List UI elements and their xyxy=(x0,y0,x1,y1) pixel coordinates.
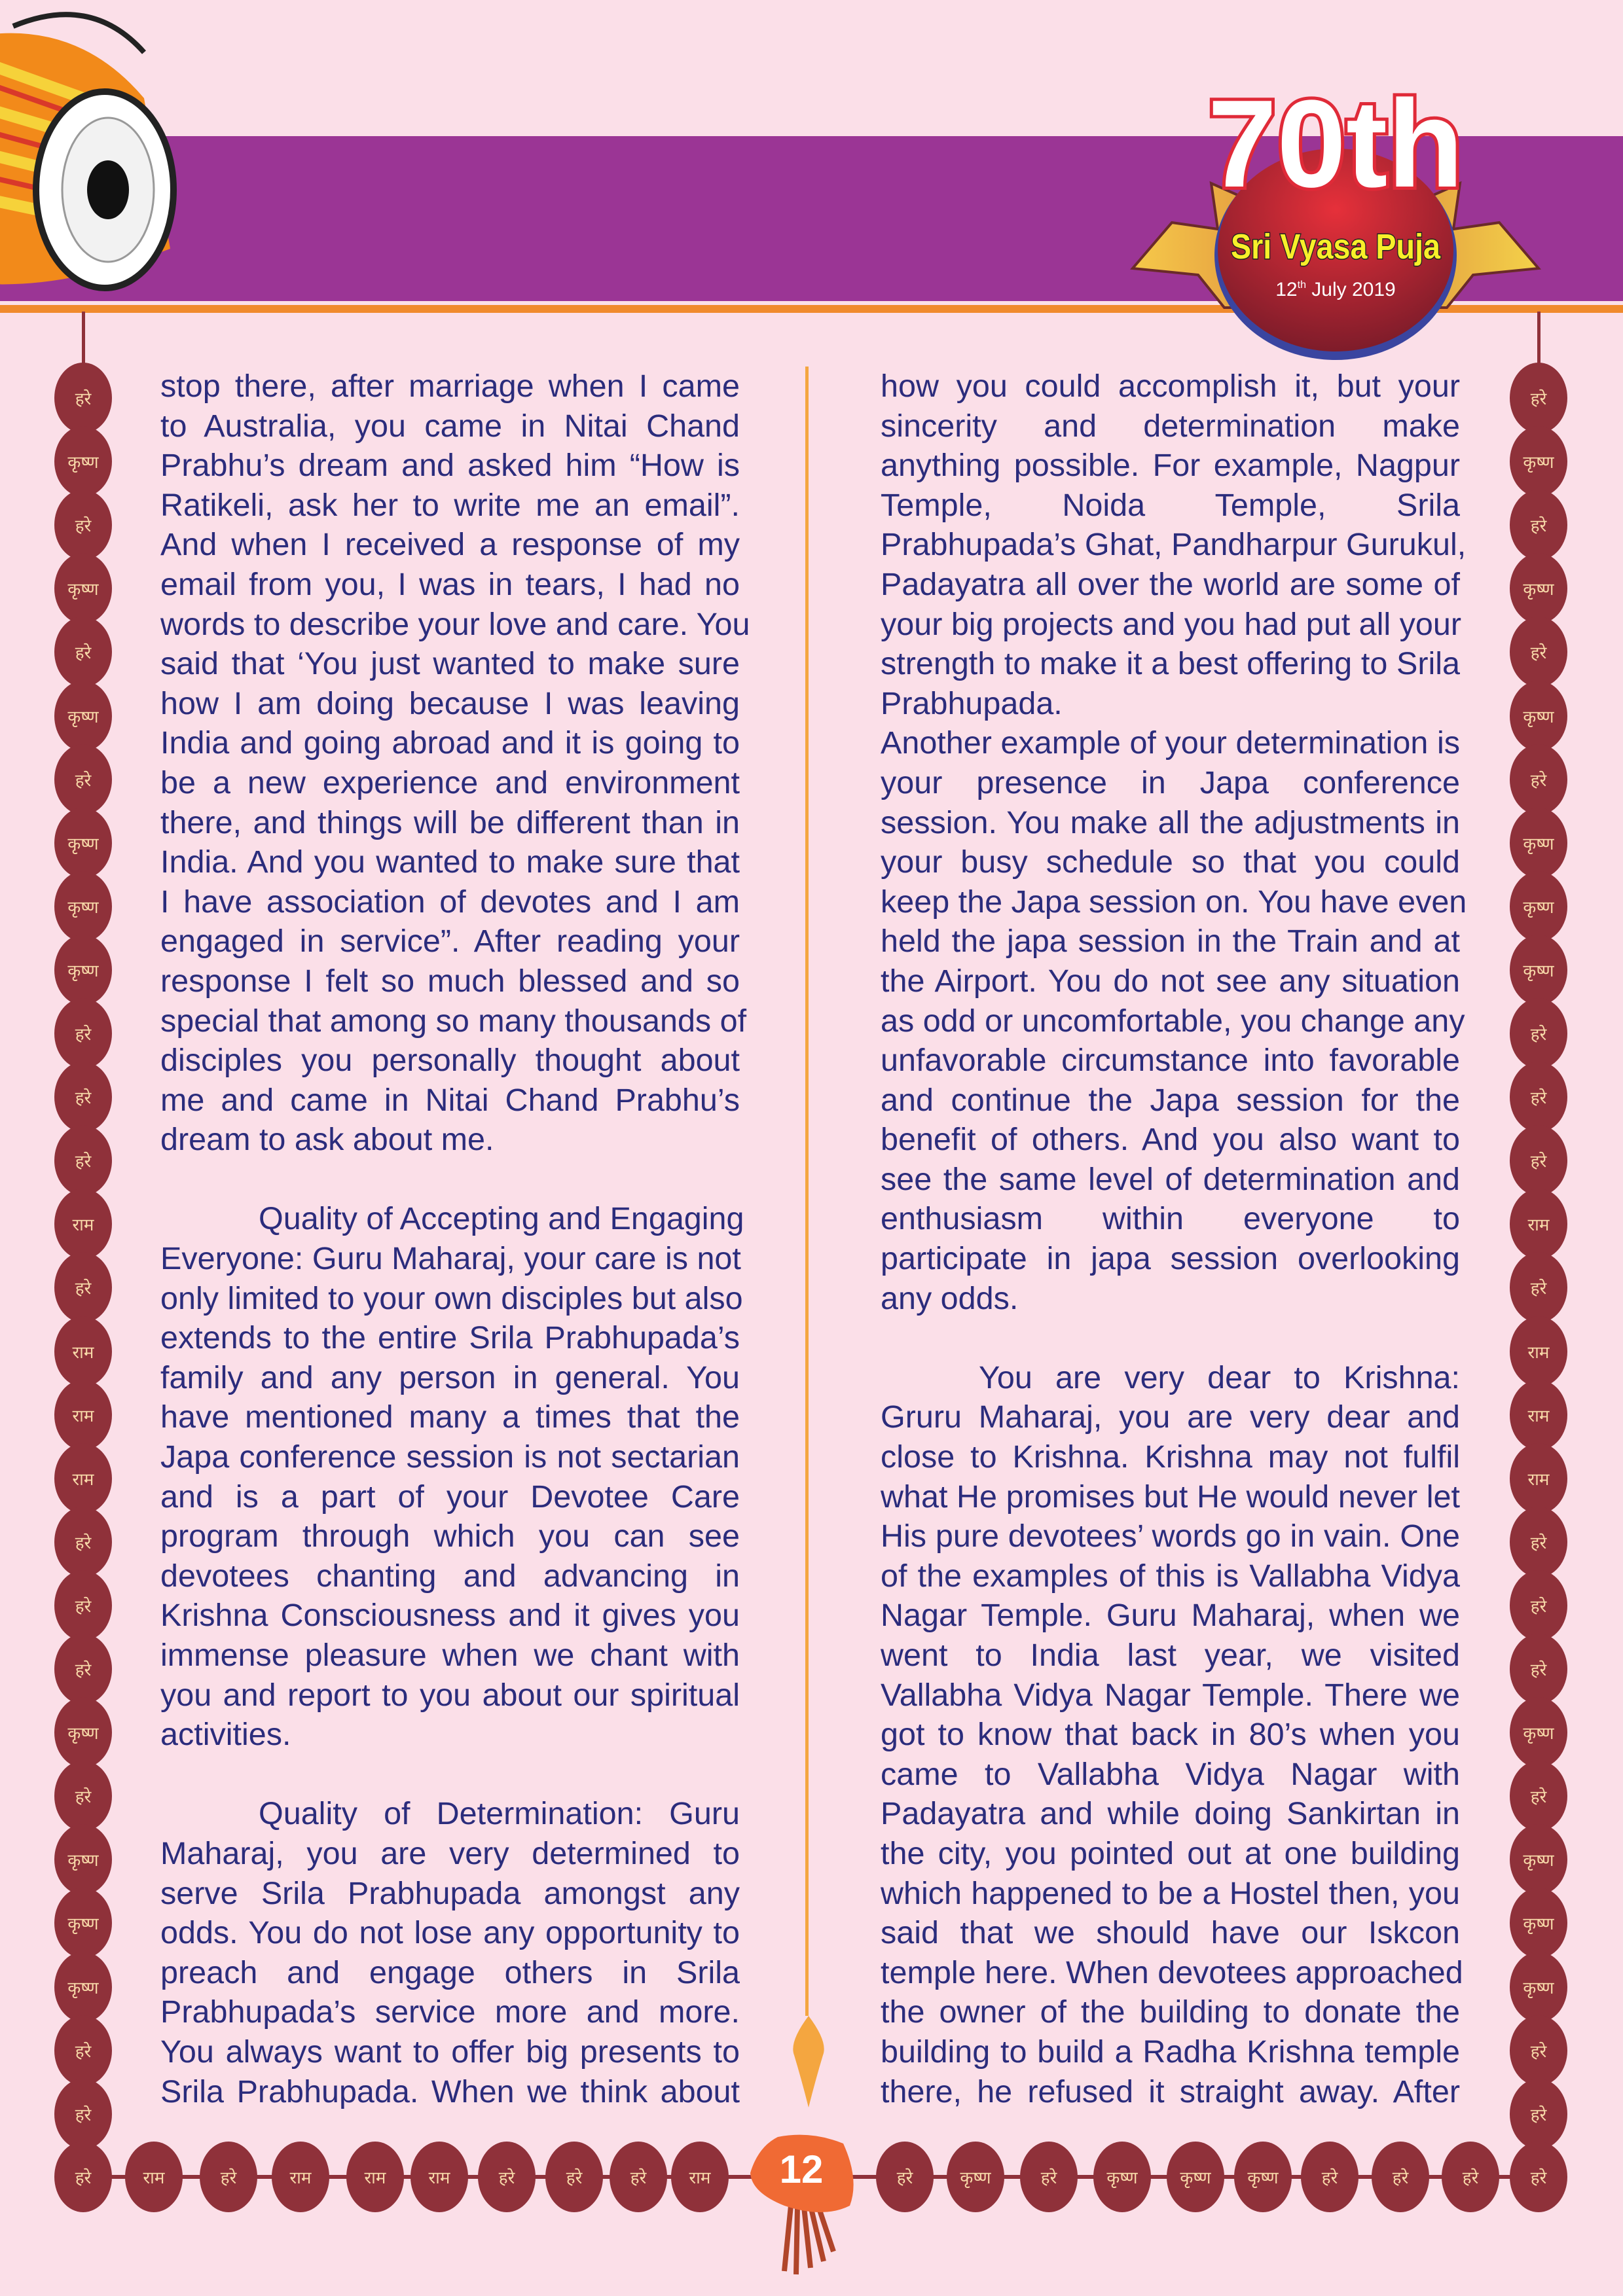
bead-bottom: राम xyxy=(410,2142,468,2212)
text-line: Prabhupada’s Ghat, Pandharpur Gurukul, xyxy=(881,527,1467,563)
text-line: Temple, Noida Temple, Srila xyxy=(881,487,1460,523)
text-line: special that among so many thousands of xyxy=(160,1003,747,1039)
text-line: see the same level of determination and xyxy=(881,1161,1460,1197)
text-line: how I am doing because I was leaving xyxy=(160,685,740,721)
text-line: activities. xyxy=(160,1717,291,1753)
text-line: there, and things will be different than in xyxy=(160,804,740,840)
bead-right: हरे xyxy=(1510,1570,1567,1641)
bead-bottom: हरे xyxy=(1020,2142,1078,2212)
text-line: Prabhu’s dream and asked him “How is xyxy=(160,448,740,484)
text-line: benefit of others. And you also want to xyxy=(881,1122,1460,1158)
bead-left: कृष्ण xyxy=(54,871,112,942)
bead-bottom: हरे xyxy=(1442,2142,1499,2212)
text-line: session. You make all the adjustments in xyxy=(881,804,1460,840)
text-line: the Airport. You do not see any situation xyxy=(881,963,1460,999)
text-line: Nagar Temple. Guru Maharaj, when we xyxy=(881,1598,1460,1634)
text-line: as odd or uncomfortable, you change any xyxy=(881,1003,1465,1039)
bead-left: कृष्ण xyxy=(54,426,112,497)
text-line: email from you, I was in tears, I had no xyxy=(160,566,740,602)
bead-right: कृष्ण xyxy=(1510,1952,1567,2022)
bead-bottom: कृष्ण xyxy=(1234,2142,1292,2212)
text-line: said that ‘You just wanted to make sure xyxy=(160,646,740,682)
bead-right: राम xyxy=(1510,1380,1567,1450)
bead-right: हरे xyxy=(1510,1507,1567,1577)
bead-right: कृष्ण xyxy=(1510,681,1567,751)
text-line: You always want to offer big presents to xyxy=(160,2034,740,2070)
bead-bottom: हरे xyxy=(478,2142,536,2212)
bead-right: राम xyxy=(1510,1443,1567,1514)
paragraph xyxy=(881,367,1467,723)
bead-right: कृष्ण xyxy=(1510,1888,1567,1958)
bead-right: हरे xyxy=(1510,744,1567,815)
text-line: to Australia, you came in Nitai Chand xyxy=(160,408,740,444)
text-line: And when I received a response of my xyxy=(160,527,740,563)
text-line: your busy schedule so that you could xyxy=(881,844,1460,880)
bead-left: हरे xyxy=(54,617,112,687)
bead-right: कृष्ण xyxy=(1510,1697,1567,1768)
bead-right: कृष्ण xyxy=(1510,1824,1567,1895)
text-line: family and any person in general. You xyxy=(160,1359,740,1395)
bead-bottom: हरे xyxy=(610,2142,667,2212)
bead-right: हरे xyxy=(1510,1634,1567,1704)
text-line: you and report to you about our spiritual xyxy=(160,1677,740,1713)
text-line: have mentioned many a times that the xyxy=(160,1399,740,1435)
text-line: Padayatra and while doing Sankirtan in xyxy=(881,1796,1460,1832)
text-line: only limited to your own disciples but also xyxy=(160,1280,743,1316)
paragraph xyxy=(160,1199,744,1754)
bead-left: हरे xyxy=(54,744,112,815)
text-line: held the japa session in the Train and at xyxy=(881,924,1460,960)
paragraph-gap xyxy=(160,1160,740,1200)
text-line: extends to the entire Srila Prabhupada’s xyxy=(160,1320,740,1356)
bead-right: हरे xyxy=(1510,998,1567,1069)
bead-bottom: राम xyxy=(125,2142,183,2212)
text-line: participate in japa session overlooking xyxy=(881,1241,1460,1277)
bead-left: हरे xyxy=(54,1252,112,1323)
bead-right: कृष्ण xyxy=(1510,808,1567,878)
page-number: 12 xyxy=(779,2147,824,2191)
text-line: Everyone: Guru Maharaj, your care is not xyxy=(160,1241,741,1277)
text-line: the city, you pointed out at one building xyxy=(881,1835,1460,1871)
bead-left: हरे xyxy=(54,1125,112,1196)
bead-left: हरे xyxy=(54,1570,112,1641)
text-line: His pure devotees’ words go in vain. One xyxy=(881,1518,1460,1554)
text-line: your presence in Japa conference xyxy=(881,764,1460,800)
bead-left: कृष्ण xyxy=(54,553,112,624)
text-line: India and going abroad and it is going to xyxy=(160,725,740,761)
bead-left: राम xyxy=(54,1189,112,1259)
bead-left: हरे xyxy=(54,1634,112,1704)
badge-number: 70th xyxy=(1207,75,1464,213)
text-line: Maharaj, you are very determined to xyxy=(160,1835,740,1871)
bead-right: कृष्ण xyxy=(1510,426,1567,497)
text-line: words to describe your love and care. You xyxy=(160,606,750,642)
paragraph xyxy=(881,723,1467,1318)
bead-bottom: राम xyxy=(272,2142,329,2212)
text-line: sincerity and determination make xyxy=(881,408,1460,444)
left-text-column xyxy=(160,367,750,2111)
bead-bottom: हरे xyxy=(1301,2142,1359,2212)
bead-bottom: कृष्ण xyxy=(947,2142,1004,2212)
bead-left: हरे xyxy=(54,1062,112,1132)
paragraph xyxy=(160,367,750,1160)
text-line: You are very dear to Krishna: xyxy=(979,1359,1460,1395)
bead-left: राम xyxy=(54,1380,112,1450)
bead-left: राम xyxy=(54,1443,112,1514)
text-line: stop there, after marriage when I came xyxy=(160,368,740,404)
bead-bottom: हरे xyxy=(1372,2142,1429,2212)
text-line: dream to ask about me. xyxy=(160,1122,494,1158)
bead-right: हरे xyxy=(1510,2015,1567,2086)
bead-bottom: राम xyxy=(346,2142,404,2212)
text-line: and continue the Japa session for the xyxy=(881,1082,1460,1118)
bead-bottom: कृष्ण xyxy=(1093,2142,1151,2212)
paragraph xyxy=(160,1794,740,2111)
bead-bottom: हरे xyxy=(545,2142,603,2212)
text-line: serve Srila Prabhupada amongst any xyxy=(160,1875,740,1911)
bead-left: हरे xyxy=(54,2079,112,2149)
badge-date: 12th July 2019 xyxy=(1275,279,1396,300)
bead-bottom: हरे xyxy=(876,2142,934,2212)
bead-left: कृष्ण xyxy=(54,935,112,1005)
text-line: keep the Japa session on. You have even xyxy=(881,884,1467,920)
text-line: the owner of the building to donate the xyxy=(881,1994,1460,2030)
text-line: I have association of devotes and I am xyxy=(160,884,740,920)
bead-left: हरे xyxy=(54,490,112,560)
bead-right: कृष्ण xyxy=(1510,553,1567,624)
text-line: said that we should have our Iskcon xyxy=(881,1915,1460,1951)
text-line: immense pleasure when we chant with xyxy=(160,1638,740,1673)
bead-right: हरे xyxy=(1510,490,1567,560)
text-line: Quality of Accepting and Engaging xyxy=(259,1201,744,1237)
text-line: me and came in Nitai Chand Prabhu’s xyxy=(160,1082,740,1118)
text-line: Ratikeli, ask her to write me an email”. xyxy=(160,487,740,523)
bead-right: राम xyxy=(1510,1316,1567,1387)
text-line: program through which you can see xyxy=(160,1518,740,1554)
bead-bottom: हरे xyxy=(54,2142,112,2212)
text-line: Japa conference session is not sectarian xyxy=(160,1439,740,1475)
text-line: engaged in service”. After reading your xyxy=(160,924,740,960)
text-line: which happened to be a Hostel then, you xyxy=(881,1875,1460,1911)
text-line: Prabhupada’s service more and more. xyxy=(160,1994,740,2030)
text-line: came to Vallabha Vidya Nagar with xyxy=(881,1756,1460,1792)
bead-right: कृष्ण xyxy=(1510,871,1567,942)
text-line: strength to make it a best offering to Srila xyxy=(881,646,1460,682)
bead-right: हरे xyxy=(1510,1252,1567,1323)
bead-bottom: हरे xyxy=(200,2142,257,2212)
text-line: enthusiasm within everyone to xyxy=(881,1201,1460,1237)
text-line: Vallabha Vidya Nagar Temple. There we xyxy=(881,1677,1460,1713)
text-line: your big projects and you had put all your xyxy=(881,606,1462,642)
mridanga-drum-icon xyxy=(0,0,210,327)
bead-bottom: राम xyxy=(671,2142,729,2212)
bead-bottom: हरे xyxy=(1510,2142,1567,2212)
bead-left: कृष्ण xyxy=(54,1824,112,1895)
text-line: India. And you wanted to make sure that xyxy=(160,844,740,880)
text-line: Another example of your determination is xyxy=(881,725,1460,761)
badge-title: Sri Vyasa Puja xyxy=(1231,227,1441,266)
bead-right: हरे xyxy=(1510,363,1567,433)
bead-right: राम xyxy=(1510,1189,1567,1259)
bead-left: हरे xyxy=(54,1761,112,1831)
bead-right: हरे xyxy=(1510,617,1567,687)
bead-right: कृष्ण xyxy=(1510,935,1567,1005)
column-divider xyxy=(805,367,809,2016)
text-line: how you could accomplish it, but your xyxy=(881,368,1460,404)
page-number-badge xyxy=(745,2134,858,2219)
text-line: and is a part of your Devotee Care xyxy=(160,1479,740,1515)
paragraph-gap xyxy=(160,1755,740,1795)
text-line: disciples you personally thought about xyxy=(160,1043,740,1079)
bead-right: हरे xyxy=(1510,2079,1567,2149)
text-line: Krishna Consciousness and it gives you xyxy=(160,1598,740,1634)
bead-right: हरे xyxy=(1510,1761,1567,1831)
paragraph-gap xyxy=(881,1318,1460,1358)
bead-left: हरे xyxy=(54,998,112,1069)
text-line: preach and engage others in Srila xyxy=(160,1954,740,1990)
bead-left: कृष्ण xyxy=(54,1952,112,2022)
text-line: of the examples of this is Vallabha Vidya xyxy=(881,1558,1460,1594)
text-line: building to build a Radha Krishna temple xyxy=(881,2034,1460,2070)
bead-left: कृष्ण xyxy=(54,808,112,878)
text-line: odds. You do not lose any opportunity to xyxy=(160,1915,740,1951)
bead-left: कृष्ण xyxy=(54,1697,112,1768)
text-line: Quality of Determination: Guru xyxy=(259,1796,740,1832)
text-line: Srila Prabhupada. When we think about xyxy=(160,2073,740,2109)
text-line: went to India last year, we visited xyxy=(881,1638,1460,1673)
bead-left: राम xyxy=(54,1316,112,1387)
anniversary-badge-logo xyxy=(1106,59,1565,360)
text-line: unfavorable circumstance into favorable xyxy=(881,1043,1460,1079)
text-line: any odds. xyxy=(881,1280,1019,1316)
text-line: what He promises but He would never let xyxy=(881,1479,1460,1515)
bead-right: हरे xyxy=(1510,1062,1567,1132)
text-line: got to know that back in 80’s when you xyxy=(881,1717,1460,1753)
text-line: devotees chanting and advancing in xyxy=(160,1558,740,1594)
text-line: Gruru Maharaj, you are very dear and xyxy=(881,1399,1460,1435)
text-line: response I felt so much blessed and so xyxy=(160,963,740,999)
bead-bottom: कृष्ण xyxy=(1167,2142,1224,2212)
bead-left: हरे xyxy=(54,2015,112,2086)
text-line: close to Krishna. Krishna may not fulfil xyxy=(881,1439,1460,1475)
text-line: there, he refused it straight away. After xyxy=(881,2073,1460,2109)
right-text-column xyxy=(881,367,1467,2111)
bead-right: हरे xyxy=(1510,1125,1567,1196)
drop-ornament-icon xyxy=(789,2016,828,2108)
bead-left: कृष्ण xyxy=(54,681,112,751)
text-line: Padayatra all over the world are some of xyxy=(881,566,1460,602)
text-line: anything possible. For example, Nagpur xyxy=(881,448,1460,484)
text-line: temple here. When devotees approached xyxy=(881,1954,1463,1990)
paragraph xyxy=(881,1358,1463,2111)
bead-left: हरे xyxy=(54,1507,112,1577)
text-line: Prabhupada. xyxy=(881,685,1063,721)
bead-left: कृष्ण xyxy=(54,1888,112,1958)
text-line: be a new experience and environment xyxy=(160,764,740,800)
bead-left: हरे xyxy=(54,363,112,433)
